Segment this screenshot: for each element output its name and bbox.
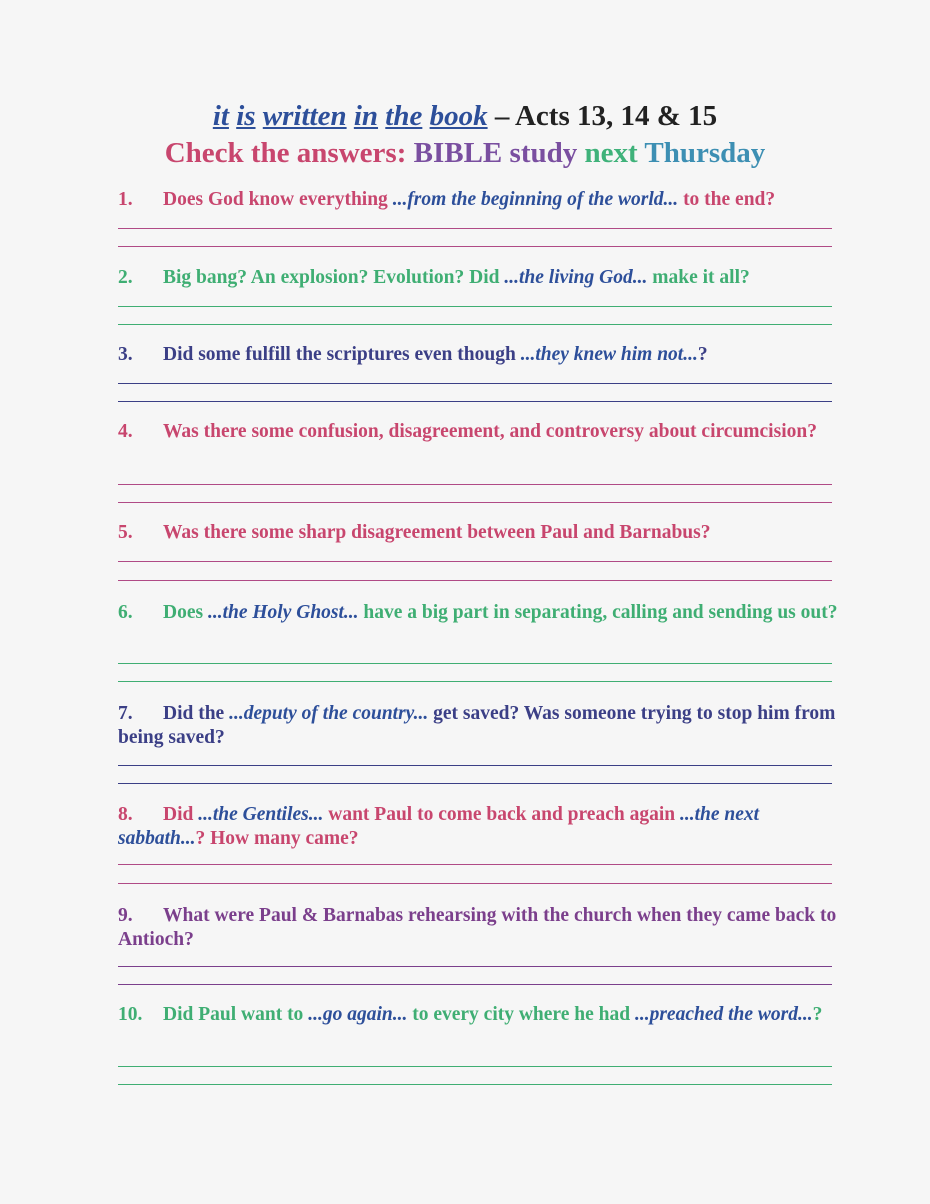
question-number: 5. — [118, 522, 133, 543]
worksheet-subtitle — [0, 134, 930, 172]
question-number: 10. — [118, 1004, 143, 1025]
answer-line[interactable] — [118, 663, 832, 664]
answer-line[interactable] — [118, 383, 832, 384]
scripture-quote: ...the living God... — [504, 267, 648, 288]
subtitle-word: Thursday — [644, 137, 766, 169]
answer-line[interactable] — [118, 681, 832, 682]
answer-line[interactable] — [118, 561, 832, 562]
title-word: written — [262, 100, 347, 132]
scripture-quote: ...from the beginning of the world... — [392, 189, 679, 210]
title-word: is — [236, 100, 256, 132]
question-number: 4. — [118, 421, 133, 442]
answer-line[interactable] — [118, 984, 832, 985]
question-2 — [118, 266, 838, 290]
question-5 — [118, 521, 838, 545]
answer-line[interactable] — [118, 966, 832, 967]
title-reference: – Acts 13, 14 & 15 — [494, 100, 718, 132]
question-3 — [118, 343, 838, 367]
answer-line[interactable] — [118, 783, 832, 784]
question-7 — [118, 702, 838, 750]
question-text: Did — [163, 804, 199, 825]
question-text: get saved? Was someone trying to stop him from being saved? — [118, 703, 836, 748]
scripture-quote: ...deputy of the country... — [229, 703, 429, 724]
title-underlined — [213, 100, 495, 132]
answer-line[interactable] — [118, 1066, 832, 1067]
subtitle-word: Check the answers: — [164, 137, 407, 169]
question-text: make it all? — [647, 267, 750, 288]
title-word: the — [385, 100, 423, 132]
scripture-quote: ...the next sabbath... — [118, 804, 760, 849]
question-text: Big bang? An explosion? Evolution? Did — [163, 267, 505, 288]
answer-line[interactable] — [118, 401, 832, 402]
scripture-quote: ...go again... — [308, 1004, 408, 1025]
scripture-quote: ...they knew him not... — [520, 344, 698, 365]
question-1 — [118, 188, 838, 212]
scripture-quote: ...the Gentiles... — [198, 804, 324, 825]
title-word: it — [212, 100, 229, 132]
question-text: Does — [163, 602, 208, 623]
answer-line[interactable] — [118, 883, 832, 884]
answer-line[interactable] — [118, 765, 832, 766]
subtitle-word: BIBLE — [413, 137, 503, 169]
worksheet-title — [0, 97, 930, 135]
question-6 — [118, 601, 838, 625]
answer-line[interactable] — [118, 580, 832, 581]
question-text: Was there some sharp disagreement between Paul and Barnabus? — [163, 522, 711, 543]
title-word: book — [429, 100, 488, 132]
question-8 — [118, 803, 838, 851]
question-text: Did the — [163, 703, 230, 724]
question-number: 1. — [118, 189, 133, 210]
question-text: to the end? — [678, 189, 776, 210]
question-text: Was there some confusion, disagreement, and controversy about circumcision? — [163, 421, 817, 442]
question-text: have a big part in separating, calling and sending us out? — [358, 602, 838, 623]
question-text: Did some fulfill the scriptures even though — [163, 344, 521, 365]
answer-line[interactable] — [118, 484, 832, 485]
question-text: What were Paul & Barnabas rehearsing with the church when they came back to Antioch? — [118, 905, 837, 950]
subtitle-word: next — [584, 137, 638, 169]
question-text: want Paul to come back and preach again — [323, 804, 680, 825]
title-word: in — [353, 100, 379, 132]
question-text: ? How many came? — [195, 828, 359, 849]
question-number: 7. — [118, 703, 133, 724]
question-number: 3. — [118, 344, 133, 365]
scripture-quote: ...the Holy Ghost... — [207, 602, 359, 623]
answer-line[interactable] — [118, 864, 832, 865]
question-text: Did Paul want to — [163, 1004, 309, 1025]
question-number: 8. — [118, 804, 133, 825]
question-text: to every city where he had — [407, 1004, 635, 1025]
subtitle-word: study — [509, 137, 578, 169]
question-text: ? — [812, 1004, 823, 1025]
question-4 — [118, 420, 838, 444]
question-10 — [118, 1003, 838, 1027]
question-9 — [118, 904, 838, 952]
answer-line[interactable] — [118, 1084, 832, 1085]
question-number: 6. — [118, 602, 133, 623]
answer-line[interactable] — [118, 246, 832, 247]
question-text: Does God know everything — [163, 189, 393, 210]
question-text: ? — [697, 344, 708, 365]
question-number: 2. — [118, 267, 133, 288]
scripture-quote: ...preached the word... — [634, 1004, 813, 1025]
answer-line[interactable] — [118, 502, 832, 503]
answer-line[interactable] — [118, 228, 832, 229]
answer-line[interactable] — [118, 306, 832, 307]
question-number: 9. — [118, 905, 133, 926]
answer-line[interactable] — [118, 324, 832, 325]
